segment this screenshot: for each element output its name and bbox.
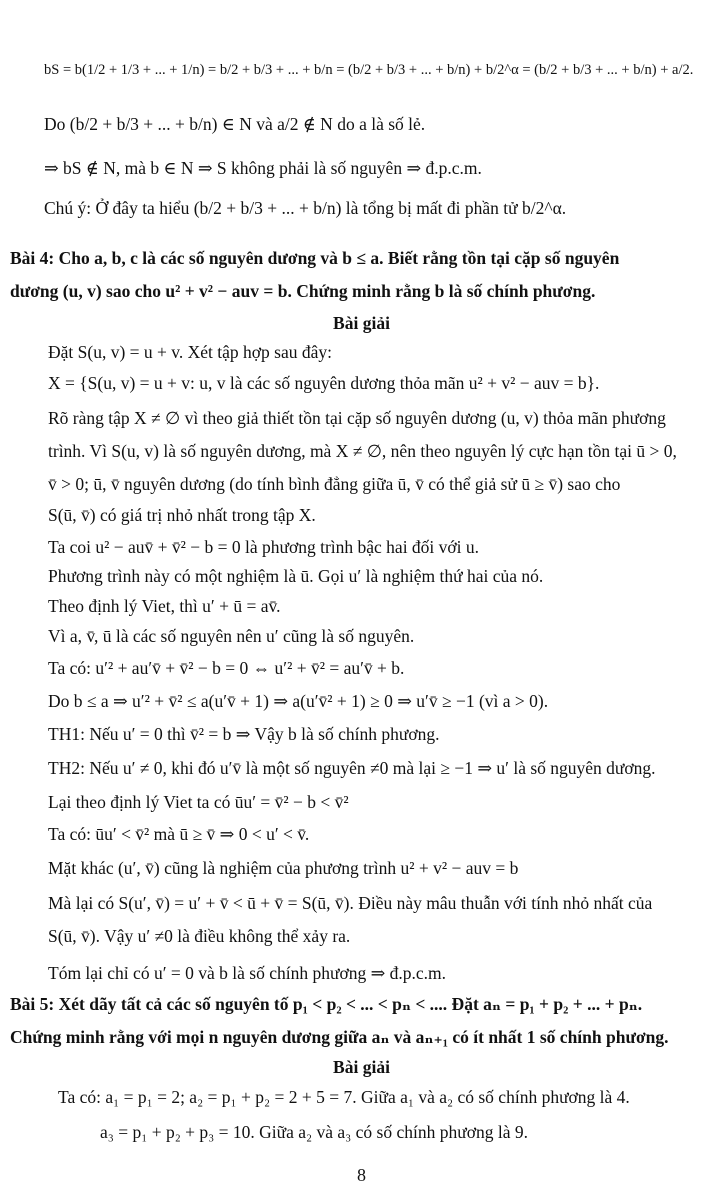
text-line: Do (b/2 + b/3 + ... + b/n) ∈ N và a/2 ∉ N do a là số lẻ. [44,114,426,134]
text-line: a₃ = p₁ + p₂ + p₃ = 10. Giữa a₂ và a₃ có số chính phương là 9. [100,1122,528,1142]
text-line: S(ū, v̄) có giá trị nhỏ nhất trong tập X. [48,505,316,525]
text-line: Theo định lý Viet, thì u′ + ū = av̄. [48,596,281,616]
page-number: 8 [357,1165,366,1185]
text-line: Ta có: u′² + au′v̄ + v̄² − b = 0 ⇔ u′² + v̄² = au′v̄ + b. [48,658,405,678]
text-line: trình. Vì S(u, v) là số nguyên dương, mà X ≠ ∅, nên theo nguyên lý cực hạn tồn tại ū > 0, [48,441,677,461]
solution-heading: Bài giải [333,1057,390,1077]
text-line: Rõ ràng tập X ≠ ∅ vì theo giả thiết tồn tại cặp số nguyên dương (u, v) thỏa mãn phương [48,408,666,428]
text-line: Ta coi u² − auv̄ + v̄² − b = 0 là phương trình bậc hai đối với u. [48,537,480,557]
text-line: Vì a, v̄, ū là các số nguyên nên u′ cũng là số nguyên. [48,626,415,646]
case-1-line: TH1: Nếu u′ = 0 thì v̄² = b ⇒ Vậy b là số chính phương. [48,724,440,744]
text-line: Mặt khác (u′, v̄) cũng là nghiệm của phương trình u² + v² − auv = b [48,858,519,878]
text-line: S(ū, v̄). Vậy u′ ≠0 là điều không thể xảy ra. [48,926,351,946]
problem-4-heading: Bài 4: Cho a, b, c là các số nguyên dương và b ≤ a. Biết rằng tồn tại cặp số nguyên [10,248,620,268]
case-2-line: TH2: Nếu u′ ≠ 0, khi đó u′v̄ là một số nguyên ≠0 mà lại ≥ −1 ⇒ u′ là số nguyên dương. [48,758,656,778]
text-line: v̄ > 0; ū, v̄ nguyên dương (do tính bình đẳng giữa ū, v̄ có thể giả sử ū ≥ v̄) sao cho [48,474,621,494]
note-line: Chú ý: Ở đây ta hiểu (b/2 + b/3 + ... + b/n) là tổng bị mất đi phần tử b/2^α. [44,198,567,218]
equation-bs: bS = b(1/2 + 1/3 + ... + 1/n) = b/2 + b/3 + ... + b/n = (b/2 + b/3 + ... + b/n) + b/2^α = (b/2 + b/3 + ... + b/n) + a/2. [44,62,694,78]
text-line: Mà lại có S(u′, v̄) = u′ + v̄ < ū + v̄ = S(ū, v̄). Điều này mâu thuẫn với tính nhỏ nhất của [48,893,653,913]
text-line: Ta có: a₁ = p₁ = 2; a₂ = p₁ + p₂ = 2 + 5 = 7. Giữa a₁ và a₂ có số chính phương là 4. [58,1087,630,1107]
problem-5-statement: Chứng minh rằng với mọi n nguyên dương giữa aₙ và aₙ₊₁ có ít nhất 1 số chính phương. [10,1027,669,1047]
text-line: Đặt S(u, v) = u + v. Xét tập hợp sau đây: [48,342,332,362]
text-line: Ta có: ūu′ < v̄² mà ū ≥ v̄ ⇒ 0 < u′ < v̄. [48,824,310,844]
solution-heading: Bài giải [333,313,390,333]
text-line: Lại theo định lý Viet ta có ūu′ = v̄² − b < v̄² [48,792,349,812]
text-line: X = {S(u, v) = u + v: u, v là các số nguyên dương thỏa mãn u² + v² − auv = b}. [48,373,600,393]
problem-5-heading: Bài 5: Xét dãy tất cả các số nguyên tố p₁ < p₂ < ... < pₙ < .... Đặt aₙ = p₁ + p₂ + ... + pₙ. [10,994,643,1014]
text-line: Phương trình này có một nghiệm là ū. Gọi u′ là nghiệm thứ hai của nó. [48,566,544,586]
problem-4-statement: dương (u, v) sao cho u² + v² − auv = b. Chứng minh rằng b là số chính phương. [10,281,596,301]
conclusion-line: Tóm lại chỉ có u′ = 0 và b là số chính phương ⇒ đ.p.c.m. [48,963,447,983]
text-line: ⇒ bS ∉ N, mà b ∈ N ⇒ S không phải là số nguyên ⇒ đ.p.c.m. [44,158,482,178]
text-line: Do b ≤ a ⇒ u′² + v̄² ≤ a(u′v̄ + 1) ⇒ a(u′v̄² + 1) ≥ 0 ⇒ u′v̄ ≥ −1 (vì a > 0). [48,691,549,711]
